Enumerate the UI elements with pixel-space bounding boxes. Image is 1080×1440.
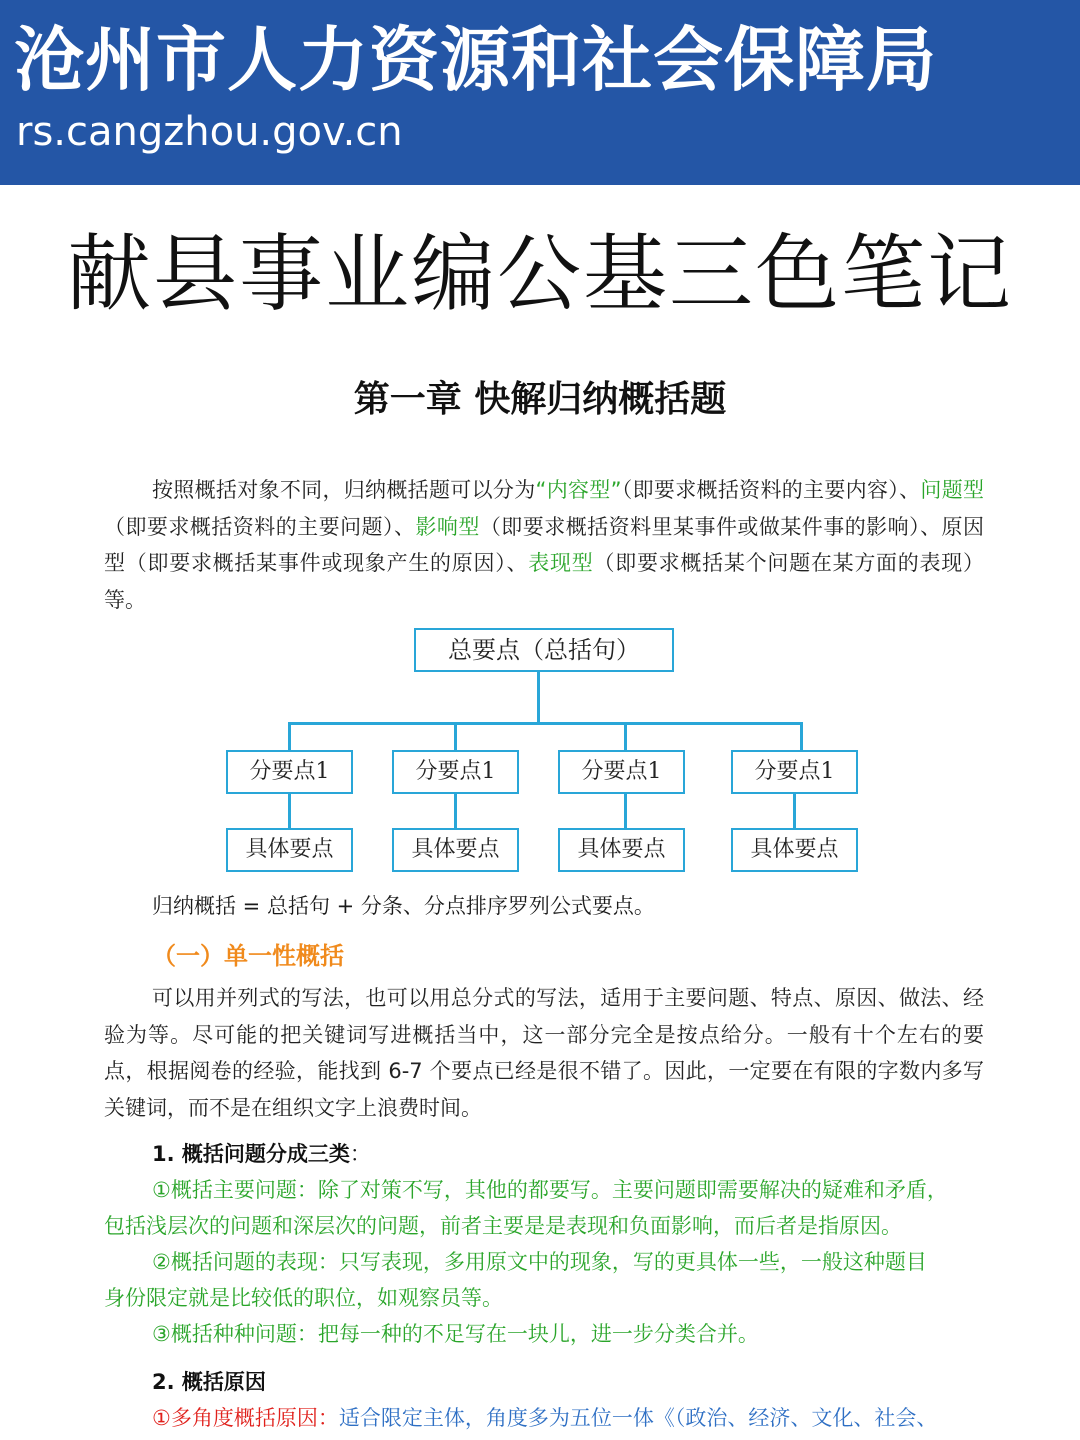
section-heading: （一）单一性概括 (152, 942, 344, 970)
subsection-heading-colon: ： (349, 1142, 371, 1166)
org-name: 沧州市人力资源和社会保障局 (14, 19, 937, 101)
diagram-detail-box: 具体要点 (226, 828, 353, 872)
type-manifestation: 表现型 (528, 551, 594, 575)
org-url[interactable]: rs.cangzhou.gov.cn (16, 109, 403, 155)
diagram-connector (454, 722, 457, 750)
list-item: ②概括问题的表现：只写表现，多用原文中的现象，写的更具体一些，一般这种题目 (152, 1250, 927, 1274)
type-impact: 影响型 (415, 514, 480, 539)
intro-text-2: （即要求概括资料的主要内容）、 (621, 478, 921, 502)
summary-structure-diagram (0, 620, 1080, 880)
diagram-connector (288, 722, 803, 725)
diagram-branch-box: 分要点1 (558, 750, 685, 794)
diagram-connector (624, 794, 627, 828)
diagram-connector (800, 722, 803, 750)
list-item: ③概括种种问题：把每一种的不足写在一块儿，进一步分类合并。 (152, 1322, 759, 1346)
document-title: 献县事业编公基三色笔记 (66, 225, 1013, 323)
diagram-detail-box: 具体要点 (731, 828, 858, 872)
diagram-connector (624, 722, 627, 750)
list-item-label: ①多角度概括原因： (152, 1406, 339, 1430)
diagram-root-box: 总要点（总括句） (414, 628, 674, 672)
header-banner (0, 0, 1080, 185)
diagram-connector (454, 794, 457, 828)
diagram-connector (288, 794, 291, 828)
intro-text-1: 按照概括对象不同，归纳概括题可以分为 (152, 478, 536, 502)
subsection-heading-text: 1. 概括问题分成三类 (152, 1142, 350, 1166)
intro-paragraph (104, 472, 984, 618)
subsection-heading: 2. 概括原因 (152, 1370, 266, 1394)
diagram-connector (288, 722, 291, 750)
list-item: 包括浅层次的问题和深层次的问题，前者主要是是表现和负面影响，而后者是指原因。 (104, 1214, 902, 1238)
list-item: 身份限定就是比较低的职位，如观察员等。 (104, 1286, 503, 1310)
diagram-branch-box: 分要点1 (731, 750, 858, 794)
diagram-branch-box: 分要点1 (392, 750, 519, 794)
type-problem: 问题型 (920, 478, 985, 502)
type-content: “内容型” (535, 478, 622, 502)
diagram-branch-box: 分要点1 (226, 750, 353, 794)
diagram-detail-box: 具体要点 (392, 828, 519, 872)
diagram-detail-box: 具体要点 (558, 828, 685, 872)
intro-text-3: （即要求概括资料的主要问题）、 (104, 514, 416, 539)
formula-text: 归纳概括 = 总括句 + 分条、分点排序罗列公式要点。 (152, 894, 655, 918)
diagram-connector (793, 794, 796, 828)
list-item: ①概括主要问题：除了对策不写，其他的都要写。主要问题即需要解决的疑难和矛盾， (152, 1178, 948, 1202)
chapter-title: 第一章 快解归纳概括题 (353, 379, 727, 420)
intro-text-4: （即要求概括资料里某事件或做某件事的影响）、原因型（即要求概括某事件或现象产生的原因）、 (104, 514, 985, 575)
diagram-connector (537, 672, 540, 724)
list-item (104, 1400, 984, 1436)
subsection-heading (104, 1136, 984, 1172)
intro-text-5: （即要求概括某个问题在某方面的表现）等。 (104, 551, 985, 612)
section1-body: 可以用并列式的写法，也可以用总分式的写法，适用于主要问题、特点、原因、做法、经验为等。尽可能的把关键词写进概括当中，这一部分完全是按点给分。一般有十个左右的要点，根据阅卷的经验，能找到 6-7 个要点已经是很不错了。因此，一定要在有限的字数内多写关键词，而不是在组织文字上浪费时间。 (104, 986, 984, 1120)
list-item-text: 适合限定主体，角度多为五位一体《（政治、经济、文化、社会、 (338, 1406, 938, 1430)
